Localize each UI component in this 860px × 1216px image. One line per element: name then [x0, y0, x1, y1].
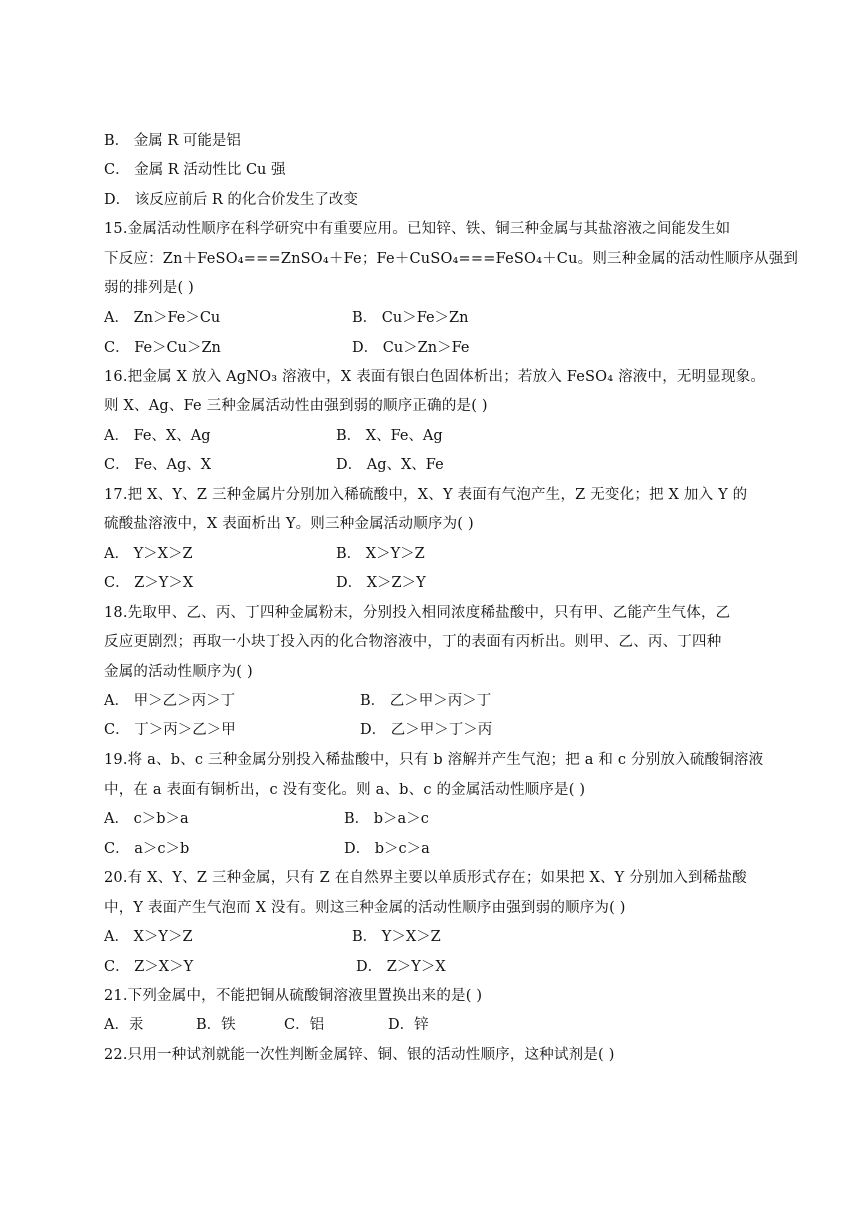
question-21-option-c: C．铝	[284, 1017, 325, 1033]
question-21-option-a: A．汞	[104, 1017, 144, 1033]
question-16-line-1: 16.把金属 X 放入 AgNO₃ 溶液中，X 表面有银白色固体析出；若放入 FeSO₄ 溶液中，无明显现象。	[104, 369, 766, 385]
question-15-line-3: 弱的排列是( )	[104, 280, 195, 296]
question-15-option-a: A． Zn＞Fe＞Cu	[104, 310, 221, 326]
question-15-option-d: D． Cu＞Zn＞Fe	[352, 340, 470, 356]
question-19-line-1: 19.将 a、b、c 三种金属分别投入稀盐酸中，只有 b 溶解并产生气泡；把 a 和 c 分别放入硫酸铜溶液	[104, 752, 764, 768]
question-22-line-1: 22.只用一种试剂就能一次性判断金属锌、铜、银的活动性顺序，这种试剂是( )	[104, 1047, 615, 1063]
question-17-option-a: A． Y＞X＞Z	[104, 546, 193, 562]
question-20-option-d: D． Z＞Y＞X	[356, 959, 446, 975]
question-15-option-b: B． Cu＞Fe＞Zn	[352, 310, 469, 326]
question-18-option-d: D． 乙＞甲＞丁＞丙	[360, 722, 493, 738]
option-d-prev: D． 该反应前后 R 的化合价发生了改变	[104, 192, 358, 208]
question-20-option-a: A． X＞Y＞Z	[104, 929, 193, 945]
question-16-option-d: D． Ag、X、Fe	[336, 457, 444, 473]
question-20-line-2: 中，Y 表面产生气泡而 X 没有。则这三种金属的活动性顺序由强到弱的顺序为( )	[104, 900, 626, 916]
question-16-option-c: C． Fe、Ag、X	[104, 457, 212, 473]
question-15-line-1: 15.金属活动性顺序在科学研究中有重要应用。已知锌、铁、铜三种金属与其盐溶液之间能发生如	[104, 221, 731, 237]
question-17-line-1: 17.把 X、Y、Z 三种金属片分别加入稀硫酸中，X、Y 表面有气泡产生，Z 无变化；把 X 加入 Y 的	[104, 487, 748, 503]
question-17-option-c: C． Z＞Y＞X	[104, 575, 194, 591]
option-c-prev: C． 金属 R 活动性比 Cu 强	[104, 162, 286, 178]
question-18-option-c: C． 丁＞丙＞乙＞甲	[104, 722, 236, 738]
question-18-option-b: B． 乙＞甲＞丙＞丁	[360, 693, 492, 709]
question-18-line-2: 反应更剧烈；再取一小块丁投入丙的化合物溶液中，丁的表面有丙析出。则甲、乙、丙、丁四种	[104, 634, 722, 650]
question-21-option-d: D．锌	[388, 1017, 429, 1033]
question-19-option-b: B． b＞a＞c	[344, 811, 429, 827]
question-21-option-b: B．铁	[196, 1017, 236, 1033]
option-b-prev: B． 金属 R 可能是铝	[104, 133, 241, 149]
question-16-option-b: B． X、Fe、Ag	[336, 428, 443, 444]
question-20-option-c: C． Z＞X＞Y	[104, 959, 194, 975]
question-19-option-a: A． c＞b＞a	[104, 811, 189, 827]
question-17-option-b: B． X＞Y＞Z	[336, 546, 425, 562]
question-17-option-d: D． X＞Z＞Y	[336, 575, 426, 591]
question-20-line-1: 20.有 X、Y、Z 三种金属，只有 Z 在自然界主要以单质形式存在；如果把 X、Y 分别加入到稀盐酸	[104, 870, 747, 886]
question-18-line-3: 金属的活动性顺序为( )	[104, 664, 253, 680]
question-15-option-c: C． Fe＞Cu＞Zn	[104, 340, 221, 356]
question-20-option-b: B． Y＞X＞Z	[352, 929, 441, 945]
question-16-option-a: A． Fe、X、Ag	[104, 428, 211, 444]
question-18-option-a: A． 甲＞乙＞丙＞丁	[104, 693, 236, 709]
question-16-line-2: 则 X、Ag、Fe 三种金属活动性由强到弱的顺序正确的是( )	[104, 398, 488, 414]
question-15-line-2: 下反应：Zn＋FeSO₄===ZnSO₄＋Fe；Fe＋CuSO₄===FeSO₄＋Cu。则三种金属的活动性顺序从强到	[104, 251, 799, 267]
question-19-line-2: 中，在 a 表面有铜析出，c 没有变化。则 a、b、c 的金属活动性顺序是( )	[104, 782, 586, 798]
question-19-option-d: D． b＞c＞a	[344, 841, 430, 857]
question-18-line-1: 18.先取甲、乙、丙、丁四种金属粉末，分别投入相同浓度稀盐酸中，只有甲、乙能产生气体，乙	[104, 605, 731, 621]
question-17-line-2: 硫酸盐溶液中，X 表面析出 Y。则三种金属活动顺序为( )	[104, 516, 474, 532]
question-19-option-c: C． a＞c＞b	[104, 841, 190, 857]
question-21-line-1: 21.下列金属中，不能把铜从硫酸铜溶液里置换出来的是( )	[104, 988, 483, 1004]
